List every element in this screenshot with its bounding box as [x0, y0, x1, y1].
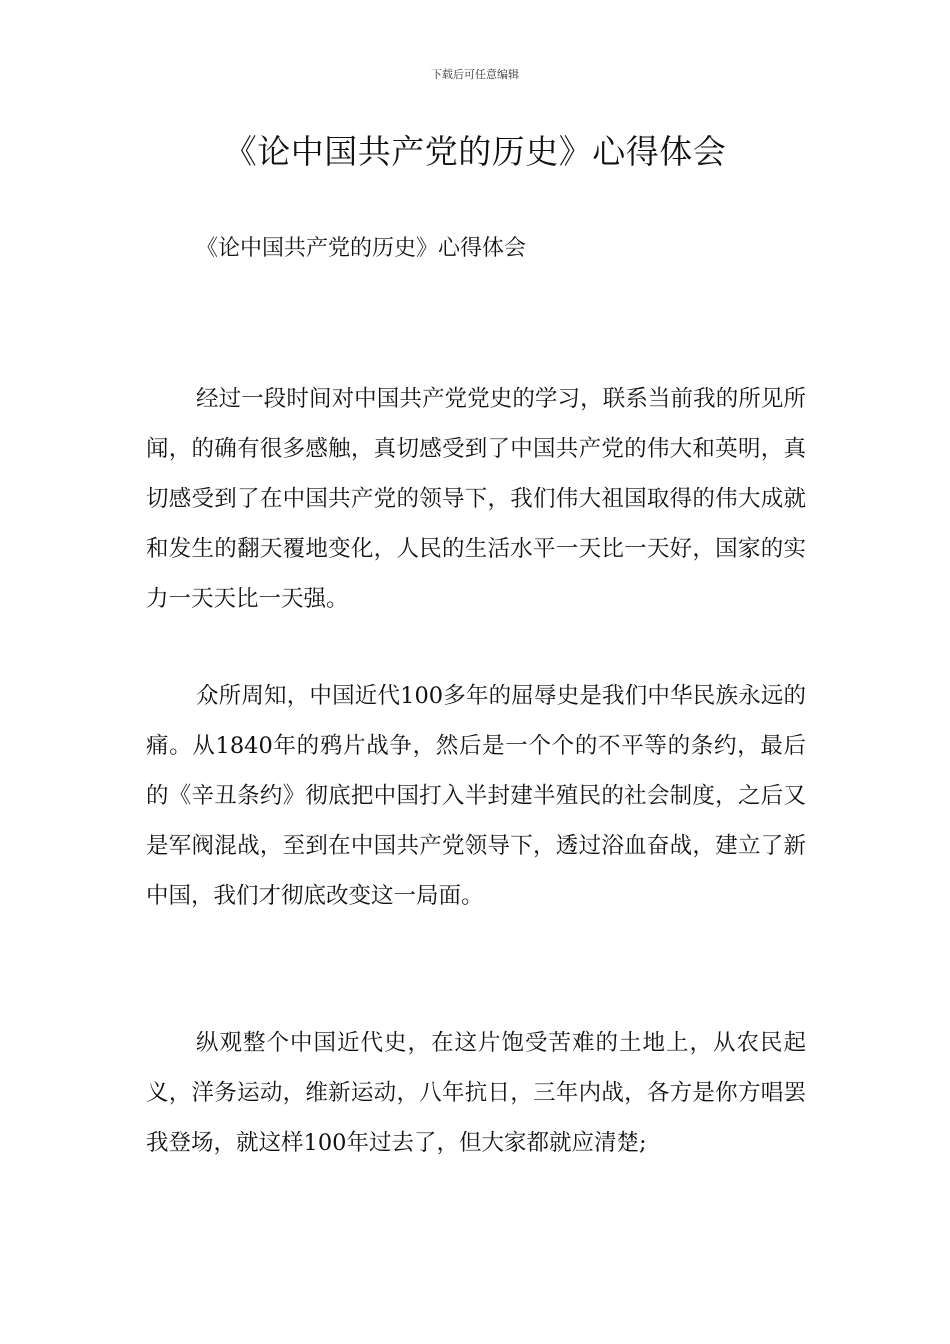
- document-subtitle: 《论中国共产党的历史》心得体会: [196, 236, 527, 261]
- body-paragraph-1: 经过一段时间对中国共产党党史的学习，联系当前我的所见所闻，的确有很多感触，真切感受到了中国共产党的伟大和英明，真切感受到了在中国共产党的领导下，我们伟大祖国取得的伟大成就和发生的翻天覆地变化，人民的生活水平一天比一天好，国家的实力一天天比一天强。: [146, 386, 806, 612]
- body-paragraph-3: 纵观整个中国近代史，在这片饱受苦难的土地上，从农民起义，洋务运动，维新运动，八年抗日，三年内战，各方是你方唱罢我登场，就这样100年过去了，但大家都就应清楚;: [146, 1030, 806, 1156]
- document-title: 《论中国共产党的历史》心得体会: [223, 132, 727, 171]
- body-paragraph-2: 众所周知，中国近代100多年的屈辱史是我们中华民族永远的痛。从1840年的鸦片战争，然后是一个个的不平等的条约，最后的《辛丑条约》彻底把中国打入半封建半殖民的社会制度，之后又是军阀混战，至到在中国共产党领导下，透过浴血奋战，建立了新中国，我们才彻底改变这一局面。: [146, 683, 806, 909]
- header-note: 下载后可任意编辑: [431, 68, 519, 81]
